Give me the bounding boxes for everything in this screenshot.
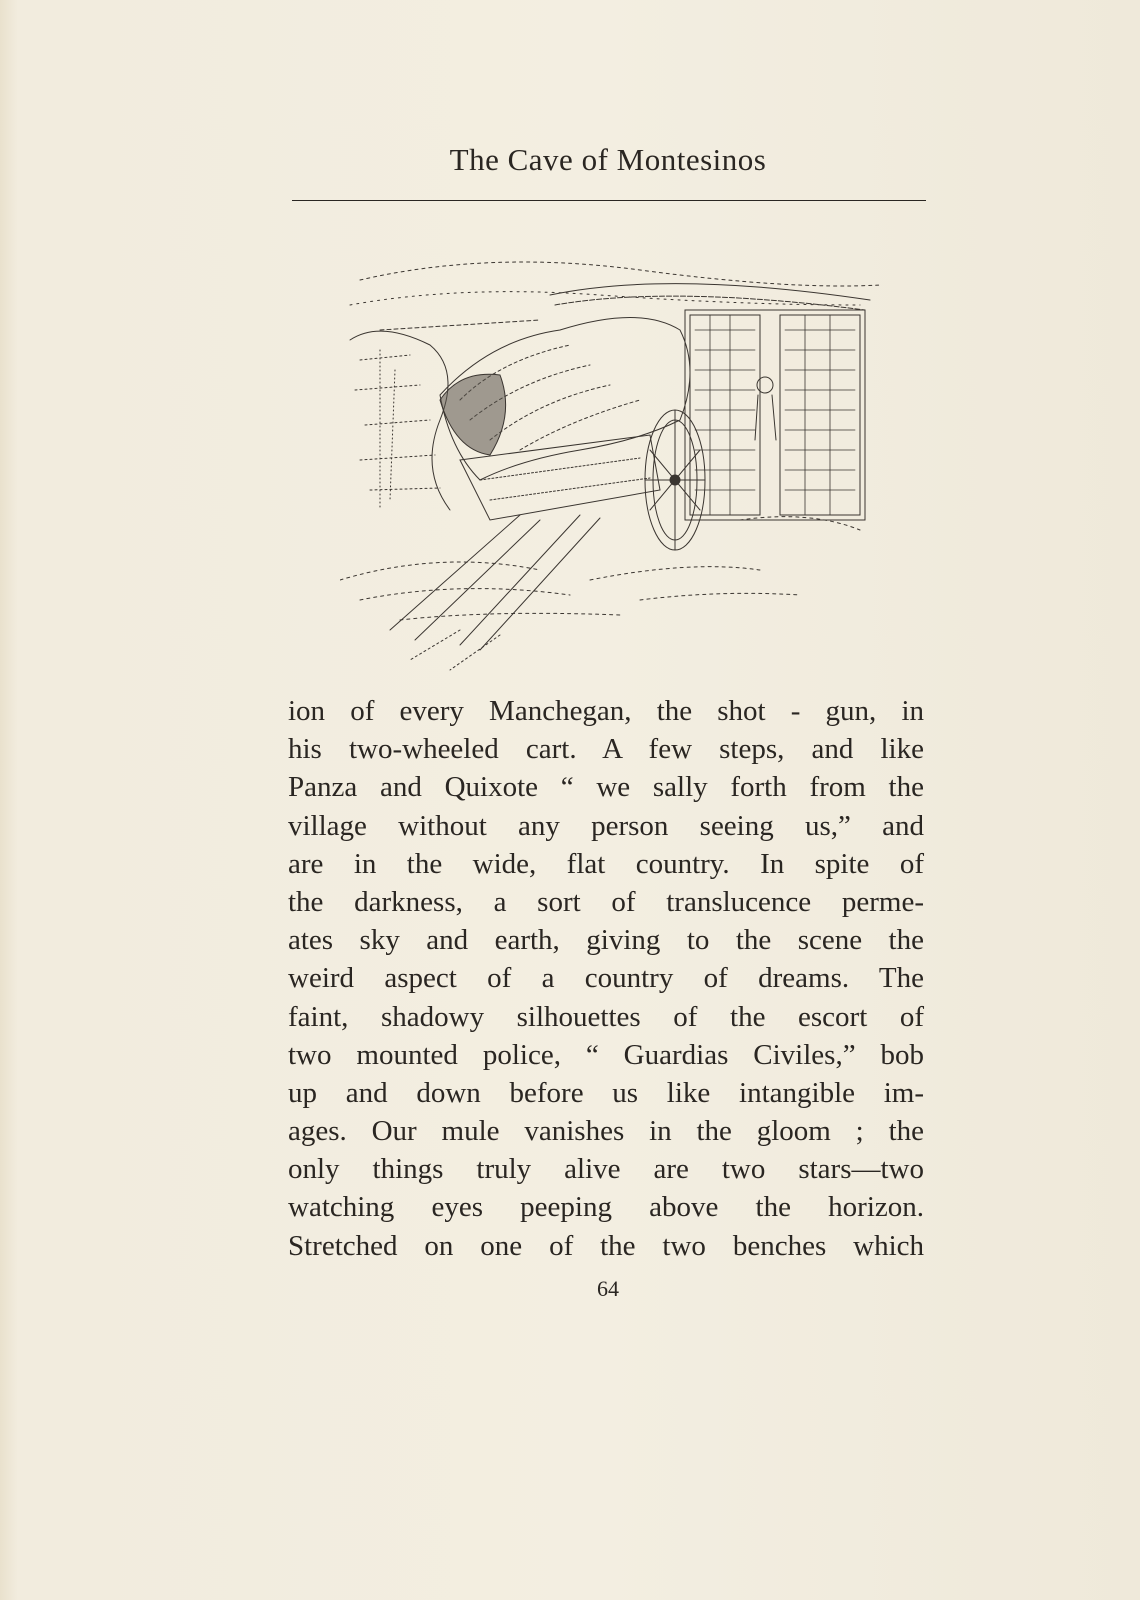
text-line: Panza and Quixote “ we sally forth from the [288,771,924,804]
text-line: village without any person seeing us,” and [288,809,924,842]
running-head: The Cave of Montesinos [449,142,767,177]
text-line: the darkness, a sort of translucence perme- [288,885,924,918]
text-line: are in the wide, flat country. In spite of [288,847,924,880]
text-line: only things truly alive are two stars—two [288,1153,924,1186]
text-line: ages. Our mule vanishes in the gloom ; the [288,1115,924,1148]
body-text [288,692,924,1265]
text-line: his two-wheeled cart. A few steps, and like [288,733,924,766]
text-line: ion of every Manchegan, the shot - gun, in [288,695,924,727]
page-number: 64 [597,1276,619,1301]
text-line: weird aspect of a country of dreams. The [288,962,924,995]
header-rule [292,200,926,201]
text-line: watching eyes peeping above the horizon. [288,1191,924,1224]
text-line: faint, shadowy silhouettes of the escort of [288,1000,924,1033]
cart-and-doorway-engraving-icon [340,250,900,680]
text-line: up and down before us like intangible im- [288,1076,924,1109]
text-line: Stretched on one of the two benches which [288,1229,924,1262]
text-line: two mounted police, “ Guardias Civiles,” bob [288,1038,924,1071]
text-line: ates sky and earth, giving to the scene the [288,924,924,957]
